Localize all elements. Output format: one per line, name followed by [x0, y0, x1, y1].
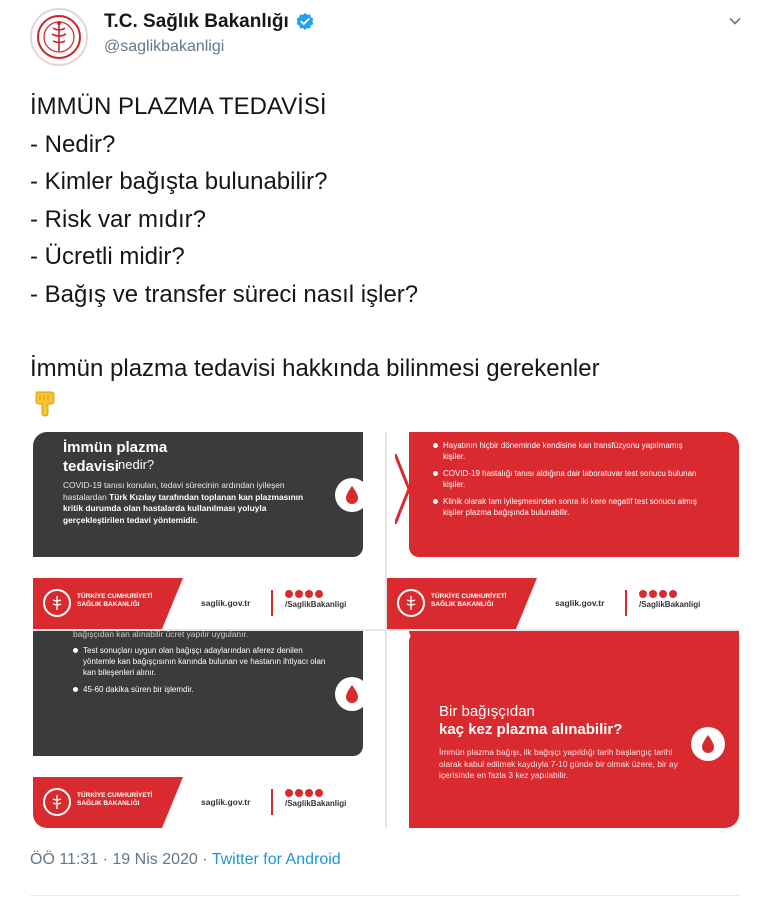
tweet-header — [0, 0, 770, 78]
ministry-emblem-icon — [401, 593, 421, 613]
facebook-icon — [285, 590, 293, 598]
social-handle: /SaglikBakanligi — [285, 799, 347, 808]
blood-drop-badge — [335, 478, 369, 512]
social-icons — [285, 789, 346, 797]
arrow-notch-icon — [395, 631, 425, 671]
bullet-item: Klinik olarak tam iyileşmesinden sonra iki kere negatif test sonucu almış kişiler plazma bağışında bulunabilir. — [433, 496, 703, 518]
twitter-icon — [659, 590, 667, 598]
blood-drop-icon — [701, 734, 715, 754]
bullet-item: COVID-19 hastalığı tanısı aldığına dair laboratuvar test sonucu bulunan kişiler. — [433, 468, 703, 490]
ministry-name-line1: TÜRKİYE CUMHURİYETİ — [431, 593, 507, 600]
youtube-icon — [315, 590, 323, 598]
meta-separator: · — [98, 851, 113, 868]
card3-bullets — [73, 645, 333, 701]
author-handle[interactable]: @saglikbakanligi — [104, 38, 225, 55]
tweet-meta — [30, 851, 341, 869]
chevron-down-icon — [728, 14, 742, 28]
tweet-date[interactable]: 19 Nis 2020 — [112, 851, 198, 868]
tweet-time[interactable]: ÖÖ 11:31 — [30, 851, 99, 868]
divider — [30, 895, 740, 896]
tweet-options-button[interactable] — [724, 10, 746, 32]
arrow-notch-icon — [395, 454, 425, 524]
blood-drop-icon — [345, 485, 359, 505]
card4-title-bold: kaç kez plazma alınabilir? — [439, 721, 623, 738]
instagram-icon — [649, 590, 657, 598]
tweet-text — [30, 88, 740, 429]
blood-drop-badge — [335, 677, 369, 711]
author-display-name[interactable]: T.C. Sağlık Bakanlığı — [104, 11, 289, 32]
social-icons — [285, 590, 346, 598]
media-card-who-can-donate[interactable] — [387, 432, 739, 629]
tweet-line: İMMÜN PLAZMA TEDAVİSİ — [30, 93, 327, 120]
emoji-line — [30, 388, 740, 430]
facebook-icon — [639, 590, 647, 598]
tweet-closing-line: İmmün plazma tedavisi hakkında bilinmesi gerekenler — [30, 355, 600, 382]
facebook-icon — [285, 789, 293, 797]
card3-top-text: bağışçıdan kan alınabilir ücret yapılır uygulanır. — [73, 631, 249, 639]
card1-body-bold: Türk Kızılay tarafından toplanan kan plazmasının kritik durumda olan hastalarda kullanılması yoluyla gerçekleştirilen tedavi yöntemidir. — [63, 491, 304, 525]
media-card-what-is[interactable] — [33, 432, 385, 629]
bullet-item: Test sonuçları uygun olan bağışçı adaylarından aferez denilen yöntemle kan bağışçısının kanında bulunan ve hastanın ihtiyacı olan kan bileşenleri alınır. — [73, 645, 333, 678]
ministry-name-line1: TÜRKİYE CUMHURİYETİ — [77, 593, 153, 600]
card1-title: İmmün plazma tedavisi — [63, 439, 168, 475]
blood-drop-badge — [691, 727, 725, 761]
twitter-icon — [305, 590, 313, 598]
card2-bullets — [433, 440, 703, 524]
card4-title-light: Bir bağışçıdan — [439, 703, 535, 720]
instagram-icon — [295, 590, 303, 598]
card1-body — [63, 480, 323, 526]
ministry-name-line2: SAĞLIK BAKANLIĞI — [77, 601, 140, 608]
youtube-icon — [315, 789, 323, 797]
media-card-donation-process[interactable] — [33, 631, 385, 828]
ministry-emblem-icon — [47, 792, 67, 812]
blood-drop-icon — [345, 684, 359, 704]
card1-body-plain: COVID-19 tanısı konulan, tedavi sürecinin ardından iyileşen hastalardan — [63, 480, 285, 502]
ministry-emblem-icon — [36, 14, 82, 60]
social-handle: /SaglikBakanligi — [285, 600, 347, 609]
bullet-item: 45-60 dakika süren bir işlemdir. — [73, 684, 333, 695]
card-footer — [33, 578, 385, 629]
site-url: saglik.gov.tr — [201, 797, 251, 807]
social-icons — [639, 590, 700, 598]
tweet-media-grid[interactable] — [33, 432, 739, 828]
youtube-icon — [669, 590, 677, 598]
ministry-name-line1: TÜRKİYE CUMHURİYETİ — [77, 792, 153, 799]
pointing-down-hand-icon — [30, 388, 60, 418]
bullet-item: Hayatının hiçbir döneminde kendisine kan transfüzyonu yapılmamış kişiler. — [433, 440, 703, 462]
tweet-line: - Ücretli midir? — [30, 243, 185, 270]
site-url: saglik.gov.tr — [201, 598, 251, 608]
media-card-how-often[interactable] — [387, 631, 739, 828]
card1-title-suffix: nedir? — [118, 457, 155, 472]
tweet-blank-line — [30, 313, 740, 350]
tweet-line: - Risk var mıdır? — [30, 205, 207, 233]
card-footer — [33, 777, 385, 828]
avatar[interactable] — [30, 8, 88, 66]
meta-separator: · — [197, 851, 212, 868]
instagram-icon — [295, 789, 303, 797]
ministry-emblem-icon — [47, 593, 67, 613]
site-url: saglik.gov.tr — [555, 598, 605, 608]
card4-body: İmmün plazma bağışı, ilk bağışçı yapıldığı tarih başlangıç tarihi olarak kabul edilmek kaydıyla 7-10 günde bir olmak üzere, bir ay içerisinde en fazla 3 kez yapılabilir. — [439, 747, 678, 780]
card-footer — [387, 578, 739, 629]
twitter-icon — [305, 789, 313, 797]
tweet-source-link[interactable]: Twitter for Android — [211, 851, 341, 868]
ministry-name-line2: SAĞLIK BAKANLIĞI — [431, 601, 494, 608]
tweet-line: - Bağış ve transfer süreci nasıl işler? — [30, 280, 419, 308]
ministry-name-line2: SAĞLIK BAKANLIĞI — [77, 800, 140, 807]
verified-badge-icon — [295, 12, 315, 32]
tweet-line: - Nedir? — [30, 130, 116, 158]
tweet-line: - Kimler bağışta bulunabilir? — [30, 168, 328, 195]
social-handle: /SaglikBakanligi — [639, 600, 701, 609]
